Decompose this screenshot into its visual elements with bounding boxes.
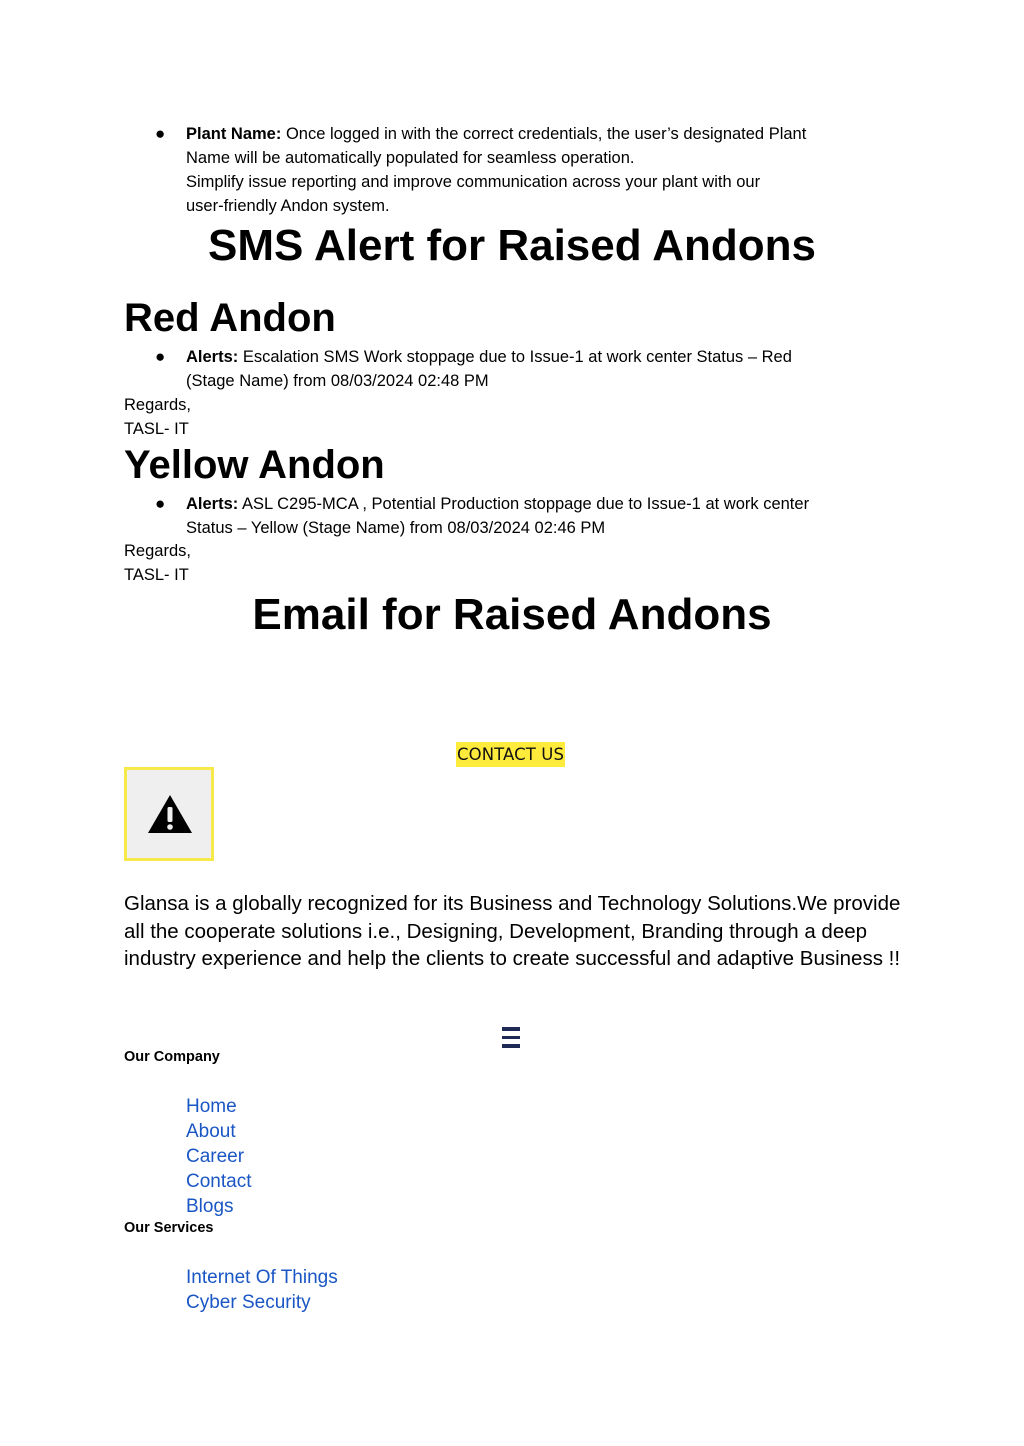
- footer-link-about[interactable]: About: [186, 1121, 236, 1142]
- sms-alert-heading: SMS Alert for Raised Andons: [208, 221, 816, 270]
- footer-link-cyber-security[interactable]: Cyber Security: [186, 1292, 311, 1313]
- yellow-andon-heading: Yellow Andon: [124, 443, 385, 487]
- red-alert-line-1: [186, 345, 792, 369]
- hamburger-menu-icon[interactable]: [502, 1027, 520, 1049]
- company-description: Glansa is a globally recognized for its Business and Technology Solutions.We provide all the cooperate solutions i.e., Designing, Development, Branding through a deep industry experience and help the clients to create successful and adaptive Business !!: [124, 892, 901, 970]
- yellow-alert-line-1: [186, 492, 809, 516]
- plant-name-text: Once logged in with the correct credentials, the user’s designated Plant: [281, 125, 807, 143]
- red-regards: Regards,: [124, 396, 191, 414]
- red-alert-label: Alerts:: [186, 348, 239, 366]
- contact-us-button[interactable]: CONTACT US: [456, 742, 565, 767]
- yellow-signature: TASL- IT: [124, 566, 189, 584]
- plant-name-line-1: [186, 122, 806, 146]
- red-alert-text: Escalation SMS Work stoppage due to Issue-1 at work center Status – Red: [238, 348, 792, 366]
- footer-link-blogs[interactable]: Blogs: [186, 1196, 234, 1217]
- our-services-heading: Our Services: [124, 1220, 214, 1236]
- footer-link-home[interactable]: Home: [186, 1096, 237, 1117]
- plant-name-label: Plant Name:: [186, 125, 282, 143]
- yellow-alert-text: ASL C295-MCA , Potential Production stoppage due to Issue-1 at work center: [238, 495, 810, 513]
- bullet-icon: ●: [155, 347, 166, 366]
- our-company-heading: Our Company: [124, 1049, 220, 1065]
- yellow-regards: Regards,: [124, 542, 191, 560]
- yellow-alert-label: Alerts:: [186, 495, 239, 513]
- warning-icon: [147, 794, 193, 834]
- broken-image-placeholder: [124, 767, 214, 861]
- footer-link-career[interactable]: Career: [186, 1146, 245, 1167]
- bullet-icon: ●: [155, 494, 166, 513]
- bullet-icon: ●: [155, 124, 166, 143]
- email-heading: Email for Raised Andons: [252, 590, 772, 639]
- yellow-alert-line-2: Status – Yellow (Stage Name) from 08/03/2024 02:46 PM: [186, 519, 606, 537]
- footer-link-internet-of-things[interactable]: Internet Of Things: [186, 1267, 338, 1288]
- red-andon-heading: Red Andon: [124, 296, 336, 340]
- plant-name-line-3: Simplify issue reporting and improve communication across your plant with our: [186, 173, 761, 191]
- red-alert-line-2: (Stage Name) from 08/03/2024 02:48 PM: [186, 372, 489, 390]
- red-signature: TASL- IT: [124, 420, 189, 438]
- footer-link-contact[interactable]: Contact: [186, 1171, 252, 1192]
- plant-name-line-4: user-friendly Andon system.: [186, 197, 390, 215]
- plant-name-line-2: Name will be automatically populated for seamless operation.: [186, 149, 635, 167]
